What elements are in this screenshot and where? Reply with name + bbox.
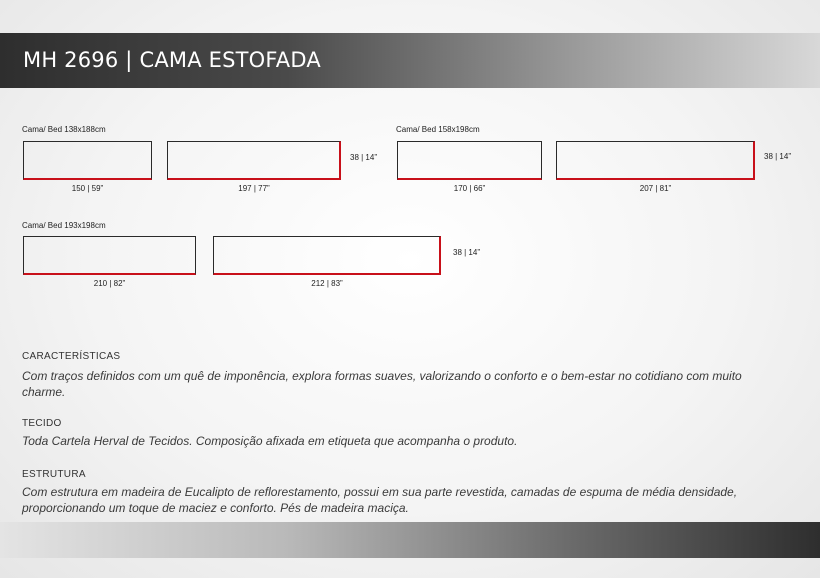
- estrutura-text: Com estrutura em madeira de Eucalipto de reflorestamento, possui em sua parte revestida, camadas de espuma de média densidade, proporcionando um toque de maciez e conforto. Pés de madeira maciça.: [22, 485, 738, 515]
- page-title: MH 2696 | CAMA ESTOFADA: [23, 48, 321, 72]
- bed-2-label: Cama/ Bed 158x198cm: [396, 125, 480, 134]
- caracteristicas-text: Com traços definidos com um quê de imponência, explora formas suaves, valorizando o conforto e o bem-estar no cotidiano com muito charme.: [22, 369, 742, 399]
- bed-1-label: Cama/ Bed 138x188cm: [22, 125, 106, 134]
- bed-2-side-width: 207 | 81”: [639, 184, 672, 193]
- tecido-heading: TECIDO: [22, 418, 62, 429]
- bed-2-side-view: [556, 141, 755, 180]
- bed-1-front-view: [23, 141, 152, 180]
- bed-1-front-width: 150 | 59”: [71, 184, 104, 193]
- bed-3-front-width: 210 | 82”: [93, 279, 126, 288]
- tecido-text: Toda Cartela Herval de Tecidos. Composição afixada em etiqueta que acompanha o produto.: [22, 434, 518, 448]
- bed-2-front-view: [397, 141, 542, 180]
- caracteristicas-heading: CARACTERÍSTICAS: [22, 351, 121, 362]
- bed-2-height: 38 | 14”: [764, 152, 791, 161]
- estrutura-heading: ESTRUTURA: [22, 469, 86, 480]
- bed-3-height: 38 | 14”: [453, 248, 480, 257]
- bed-1-side-width: 197 | 77”: [238, 184, 270, 193]
- footer-bar: [0, 522, 820, 558]
- bed-2-front-width: 170 | 66”: [453, 184, 486, 193]
- bed-1-height: 38 | 14”: [350, 153, 377, 162]
- bed-3-label: Cama/ Bed 193x198cm: [22, 221, 106, 230]
- header-bar: [0, 33, 820, 88]
- bed-3-side-view: [213, 236, 441, 275]
- bed-3-side-width: 212 | 83”: [311, 279, 343, 288]
- bed-1-side-view: [167, 141, 341, 180]
- bed-3-front-view: [23, 236, 196, 275]
